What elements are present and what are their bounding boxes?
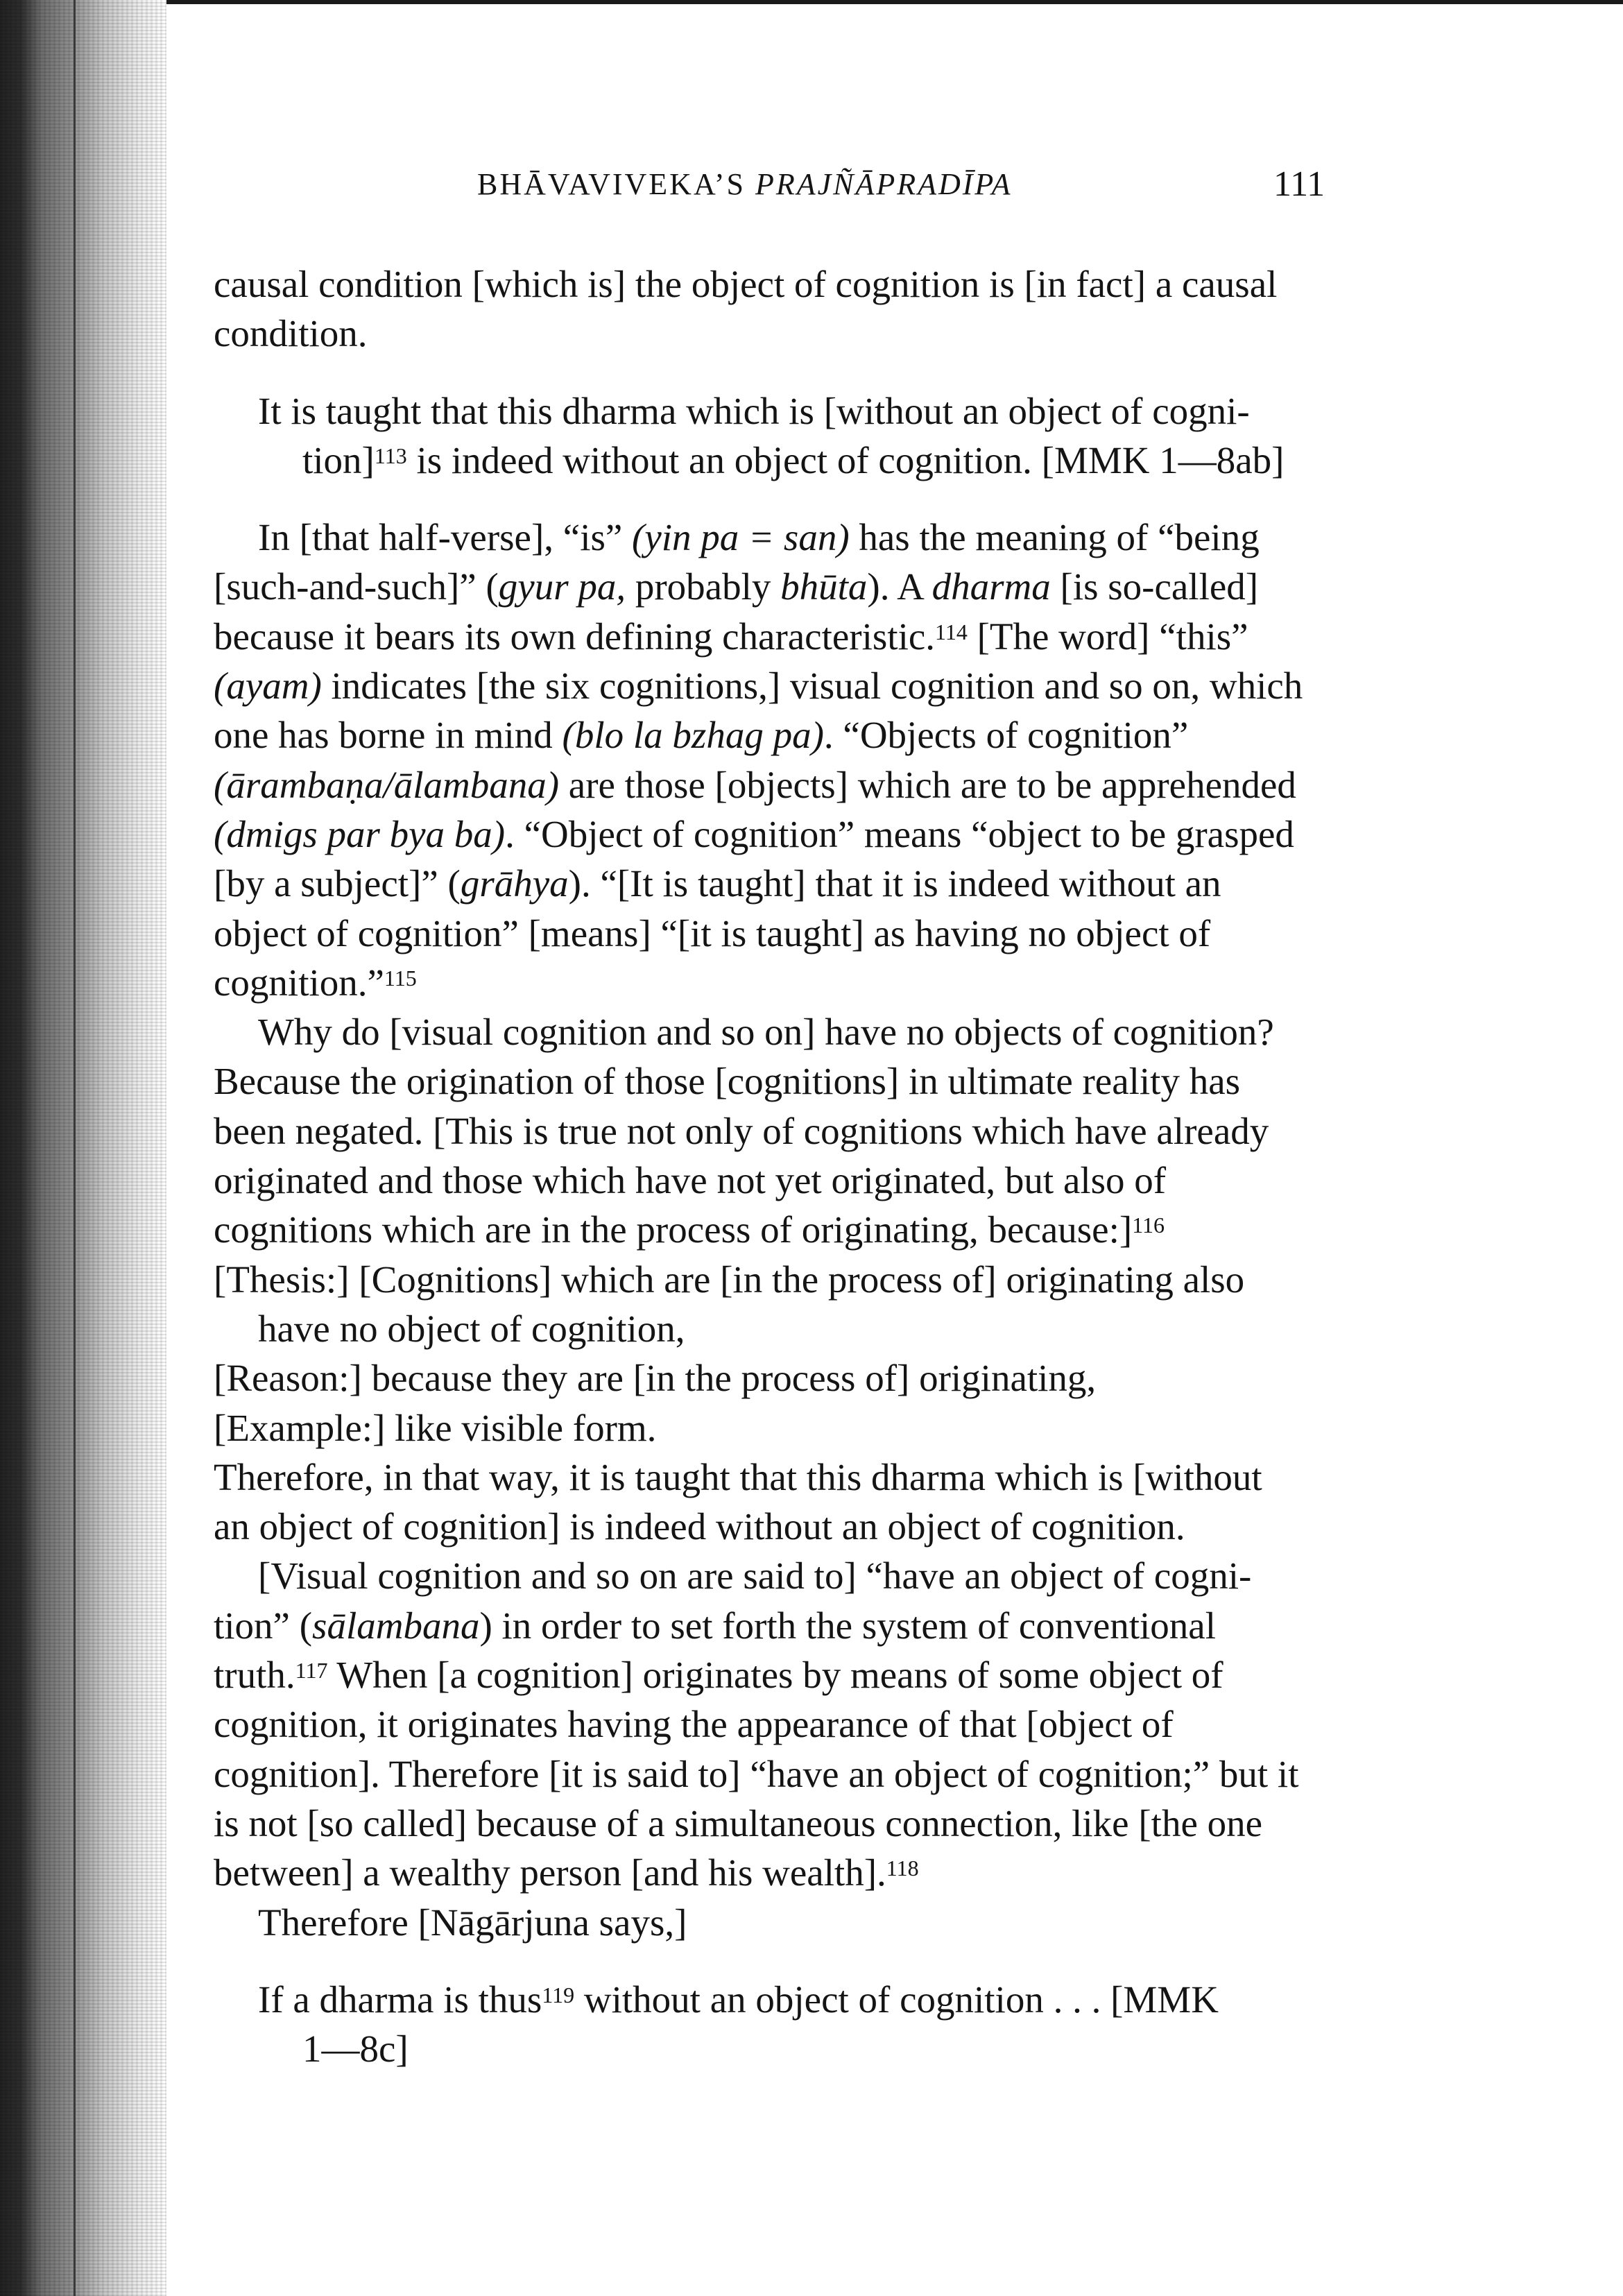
footnote-ref: 113: [374, 443, 407, 468]
text-line: originated and those which have not yet originated, but also of: [214, 1159, 1167, 1202]
text-line: object of cognition” [means] “[it is taught] as having no object of: [214, 911, 1211, 954]
text-run: indicates [the six cognitions,] visual cognition and so on, which: [321, 665, 1303, 708]
verse-line: [214, 1975, 1393, 2024]
text-run-italic: gyur pa,: [498, 565, 626, 608]
text-line: [214, 513, 1393, 562]
text-run: cognitions which are in the process of originating, because:]: [214, 1208, 1133, 1251]
text-line: causal condition [which is] the object of cognition is [in fact] a causal: [214, 263, 1278, 305]
verse-line: 1—8c]: [302, 2028, 409, 2071]
text-line: Why do [visual cognition and so on] have no objects of cognition?: [258, 1011, 1274, 1054]
text-run: between] a wealthy person [and his wealth].: [214, 1851, 886, 1894]
text-run: truth.: [214, 1654, 295, 1697]
text-run: When [a cognition] originates by means of some object of: [327, 1654, 1223, 1697]
text-run: cognition.”: [214, 961, 384, 1004]
text-run-italic: (blo la bzhag pa): [562, 714, 824, 757]
text-run: [The word] “this”: [967, 615, 1248, 658]
text-line: [214, 760, 1393, 809]
text-run: tion]: [302, 438, 375, 481]
text-line: [214, 1848, 1393, 1897]
text-run: [such-and-such]” (: [214, 565, 499, 608]
page-header: [214, 166, 1393, 222]
text-run: . “Object of cognition” means “object to be grasped: [505, 812, 1294, 855]
text-run: [by a subject]” (: [214, 862, 461, 905]
page-number: 111: [1273, 164, 1325, 204]
text-line: [214, 958, 1393, 1007]
text-line: cognition]. Therefore [it is said to] “have an object of cognition;” but it: [214, 1752, 1299, 1795]
footnote-ref: 118: [886, 1856, 919, 1881]
text-line: [214, 1601, 1393, 1650]
verse-line: [214, 436, 1393, 485]
verse-line: It is taught that this dharma which is [without an object of cogni-: [258, 389, 1250, 432]
text-run-italic: (dmigs par bya ba): [214, 812, 506, 855]
text-run-italic: (yin pa = san): [632, 516, 850, 559]
text-line: [214, 710, 1393, 760]
text-run: ) in order to set forth the system of conventional: [479, 1604, 1216, 1647]
footnote-ref: 117: [295, 1658, 328, 1684]
running-head-title: PRAJÑĀPRADĪPA: [755, 167, 1013, 201]
text-run: has the meaning of “being: [849, 516, 1260, 559]
spacer: [214, 359, 1393, 386]
text-run-italic: grāhya: [460, 862, 569, 905]
running-head-prefix: BHĀVAVIVEKA’S: [477, 167, 755, 201]
book-gutter-shadow: [0, 0, 166, 2296]
text-run: probably: [626, 565, 781, 608]
text-run-italic: bhūta: [780, 565, 868, 608]
page: [214, 0, 1393, 2296]
text-run: . “Objects of cognition”: [823, 714, 1189, 757]
text-line: condition.: [214, 312, 368, 355]
text-line: [Example:] like visible form.: [214, 1406, 657, 1449]
text-line: Because the origination of those [cognitions] in ultimate reality has: [214, 1060, 1241, 1103]
text-line: [Reason:] because they are [in the process of] originating,: [214, 1357, 1097, 1400]
text-run-italic: dharma: [931, 565, 1051, 608]
text-run: ). “[It is taught] that it is indeed without an: [568, 862, 1221, 905]
footnote-ref: 116: [1132, 1213, 1165, 1238]
spacer: [214, 485, 1393, 513]
text-run: because it bears its own defining characteristic.: [214, 615, 936, 658]
spacer: [214, 1947, 1393, 1975]
text-run: In [that half-verse], “is”: [258, 516, 633, 559]
running-head: [477, 166, 1013, 202]
text-run: tion” (: [214, 1604, 313, 1647]
text-line: [214, 1205, 1393, 1254]
text-line: [214, 859, 1393, 908]
text-run: is indeed without an object of cognition. [MMK 1—8ab]: [406, 438, 1285, 481]
text-line: have no object of cognition,: [258, 1307, 685, 1350]
text-run: If a dharma is thus: [258, 1978, 542, 2021]
footnote-ref: 119: [542, 1982, 575, 2007]
text-line: cognition, it originates having the appearance of that [object of: [214, 1703, 1174, 1746]
text-line: is not [so called] because of a simultaneous connection, like [the one: [214, 1801, 1263, 1844]
footnote-ref: 115: [384, 965, 417, 991]
text-line: [214, 1650, 1393, 1699]
text-run: one has borne in mind: [214, 714, 563, 757]
text-line: an object of cognition] is indeed without an object of cognition.: [214, 1505, 1185, 1548]
text-line: [214, 809, 1393, 859]
text-line: Therefore, in that way, it is taught that this dharma which is [without: [214, 1455, 1262, 1498]
gutter-fold-line: [74, 0, 76, 2296]
text-line: been negated. [This is true not only of cognitions which have already: [214, 1109, 1269, 1152]
text-line: [214, 661, 1393, 710]
text-run: without an object of cognition . . . [MMK: [574, 1978, 1219, 2021]
text-line: [214, 612, 1393, 661]
text-run: are those [objects] which are to be apprehended: [559, 763, 1296, 806]
text-line: [214, 562, 1393, 611]
text-line: [Visual cognition and so on are said to] “have an object of cogni-: [258, 1554, 1252, 1597]
footnote-ref: 114: [935, 619, 968, 644]
text-line: [Thesis:] [Cognitions] which are [in the process of] originating also: [214, 1258, 1245, 1301]
text-run-italic: (ayam): [214, 665, 322, 708]
text-run: ). A: [867, 565, 932, 608]
text-line: Therefore [Nāgārjuna says,]: [258, 1901, 687, 1944]
text-run-italic: (ārambaṇa/ālambana): [214, 763, 560, 806]
body-text: [214, 259, 1393, 2073]
text-run-italic: sālambana: [312, 1604, 480, 1647]
text-run: [is so-called]: [1050, 565, 1259, 608]
